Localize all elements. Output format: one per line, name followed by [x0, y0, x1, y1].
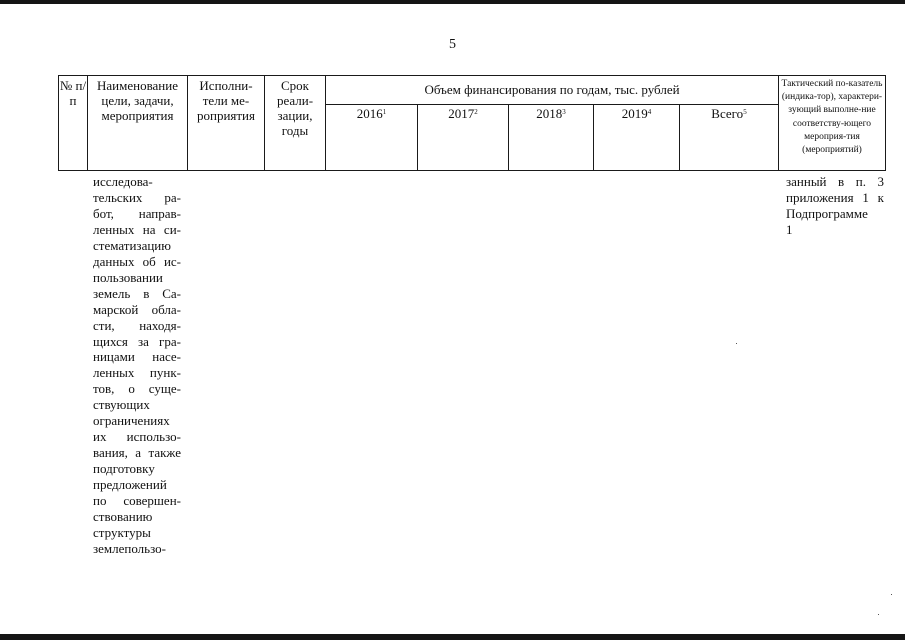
text-line: ограничениях — [93, 413, 170, 429]
text-line: сти, находя- — [93, 317, 181, 333]
text-line: вания, а также — [93, 445, 181, 461]
text-line: ницами насе- — [93, 349, 181, 365]
indicator-continuation — [786, 174, 884, 238]
text-line: земель в Са- — [93, 285, 181, 301]
header-funding — [326, 76, 779, 105]
text-line: ленных на си- — [93, 221, 181, 237]
text-line: 1 — [786, 222, 793, 237]
text-line: занный в п. 3 — [786, 174, 884, 189]
scan-speck — [891, 594, 892, 595]
year-label: 2018 — [536, 106, 563, 122]
year-label: 2017 — [448, 106, 475, 122]
text-line: ствующих — [93, 397, 150, 413]
text-line: Подпрограмме — [786, 206, 868, 221]
year-footnote: 5 — [743, 108, 747, 117]
header-executors-label: Исполни-тели ме-роприятия — [196, 78, 255, 123]
activity-name-continuation — [93, 174, 181, 557]
text-line: тов, о суще- — [93, 381, 181, 397]
header-total — [680, 105, 779, 171]
header-year-2017 — [418, 105, 509, 171]
text-line: пользовании — [93, 269, 163, 285]
year-footnote: 2 — [474, 108, 478, 117]
year-footnote: 4 — [647, 108, 652, 117]
text-line: по совершен- — [93, 493, 181, 509]
text-line: предложений — [93, 477, 167, 493]
text-line: стематизацию — [93, 237, 171, 253]
text-line: ленных пунк- — [93, 365, 181, 381]
header-year-2018 — [509, 105, 594, 171]
scan-speck — [878, 614, 879, 615]
header-name — [88, 76, 188, 171]
header-term-label: Срок реали-зации, годы — [276, 78, 314, 138]
text-line: структуры — [93, 524, 151, 540]
text-line: данных об ис- — [93, 253, 181, 269]
text-line: тельских ра- — [93, 189, 181, 205]
text-line: подготовку — [93, 461, 155, 477]
header-indicator — [779, 76, 886, 171]
header-executors — [188, 76, 265, 171]
year-footnote: 1 — [382, 108, 387, 117]
page-number: 5 — [449, 37, 456, 52]
bottom-border — [0, 634, 905, 640]
header-name-label: Наименование цели, задачи, мероприятия — [97, 78, 178, 123]
header-term — [265, 76, 326, 171]
top-border — [0, 0, 905, 4]
year-label: 2019 — [621, 106, 648, 122]
text-line: бот, направ- — [93, 205, 181, 221]
text-line: их использо- — [93, 429, 181, 445]
header-number — [59, 76, 88, 171]
year-label: Всего — [711, 106, 744, 122]
financing-table — [58, 75, 886, 171]
header-year-2019 — [594, 105, 680, 171]
text-line: землепользо- — [93, 540, 166, 556]
text-line: приложения 1 к — [786, 190, 884, 205]
text-line: марской обла- — [93, 301, 181, 317]
year-footnote: 3 — [562, 108, 566, 117]
header-indicator-label: Тактический по-казатель (индика-тор), характери-зующий выполне-ние соответству-ющего мероприя-тия (мероприятий) — [781, 79, 883, 156]
scan-speck — [736, 343, 737, 344]
text-line: щихся за гра- — [93, 333, 181, 349]
header-year-2016 — [326, 105, 418, 171]
year-label: 2016 — [356, 106, 383, 122]
text-line: исследова- — [93, 174, 153, 189]
header-number-label: № п/п — [59, 78, 87, 108]
text-line: ствованию — [93, 509, 153, 525]
header-funding-label: Объем финансирования по годам, тыс. рублей — [424, 82, 680, 98]
